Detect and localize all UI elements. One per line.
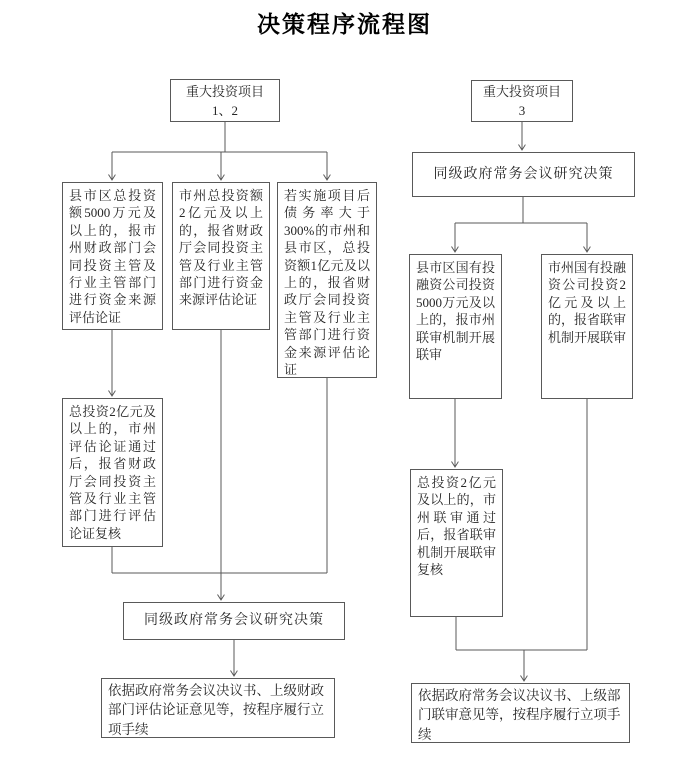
right-branch-city-box: 市州国有投融资公司投资2亿元及以上的，报省联审机制开展联审 — [541, 254, 633, 399]
right-branch-county-box: 县市区国有投融资公司投资5000万元及以上的，报市州联审机制开展联审 — [409, 254, 502, 399]
page-title: 决策程序流程图 — [257, 11, 432, 37]
right-final-box: 依据政府常务会议决议书、上级部门联审意见等，按程序履行立项手续 — [411, 683, 630, 743]
left-final-box: 依据政府常务会议决议书、上级财政部门评估论证意见等，按程序履行立项手续 — [101, 678, 335, 738]
right-start-label-line1: 重大投资项目 — [482, 84, 561, 99]
left-start-box — [170, 79, 280, 122]
right-decision-box: 同级政府常务会议研究决策 — [412, 152, 635, 197]
left-start-label-line1: 重大投资项目 — [185, 83, 264, 99]
right-start-box — [471, 80, 573, 122]
left-decision-box: 同级政府常务会议研究决策 — [123, 602, 345, 640]
left-start-label-line2: 1、2 — [211, 102, 238, 118]
left-branch-county-box: 县市区总投资额5000万元及以上的，报市州财政部门会同投资主管及行业主管部门进行资金来源评估论证 — [62, 182, 163, 330]
left-review-box: 总投资2亿元及以上的，市州评估论证通过后，报省财政厅会同投资主管及行业主管部门进行评估论证复核 — [62, 398, 163, 547]
right-start-label-line2: 3 — [518, 103, 526, 118]
right-review-box: 总投资2亿元及以上的，市州联审通过后，报省联审机制开展联审复核 — [410, 469, 503, 617]
left-branch-city-box: 市州总投资额2亿元及以上的，报省财政厅会同投资主管及行业主管部门进行资金来源评估论证 — [172, 182, 270, 330]
left-branch-debt-box: 若实施项目后债务率大于300%的市州和县市区，总投资额1亿元及以上的，报省财政厅会同投资主管及行业主管部门进行资金来源评估论证 — [277, 182, 377, 378]
